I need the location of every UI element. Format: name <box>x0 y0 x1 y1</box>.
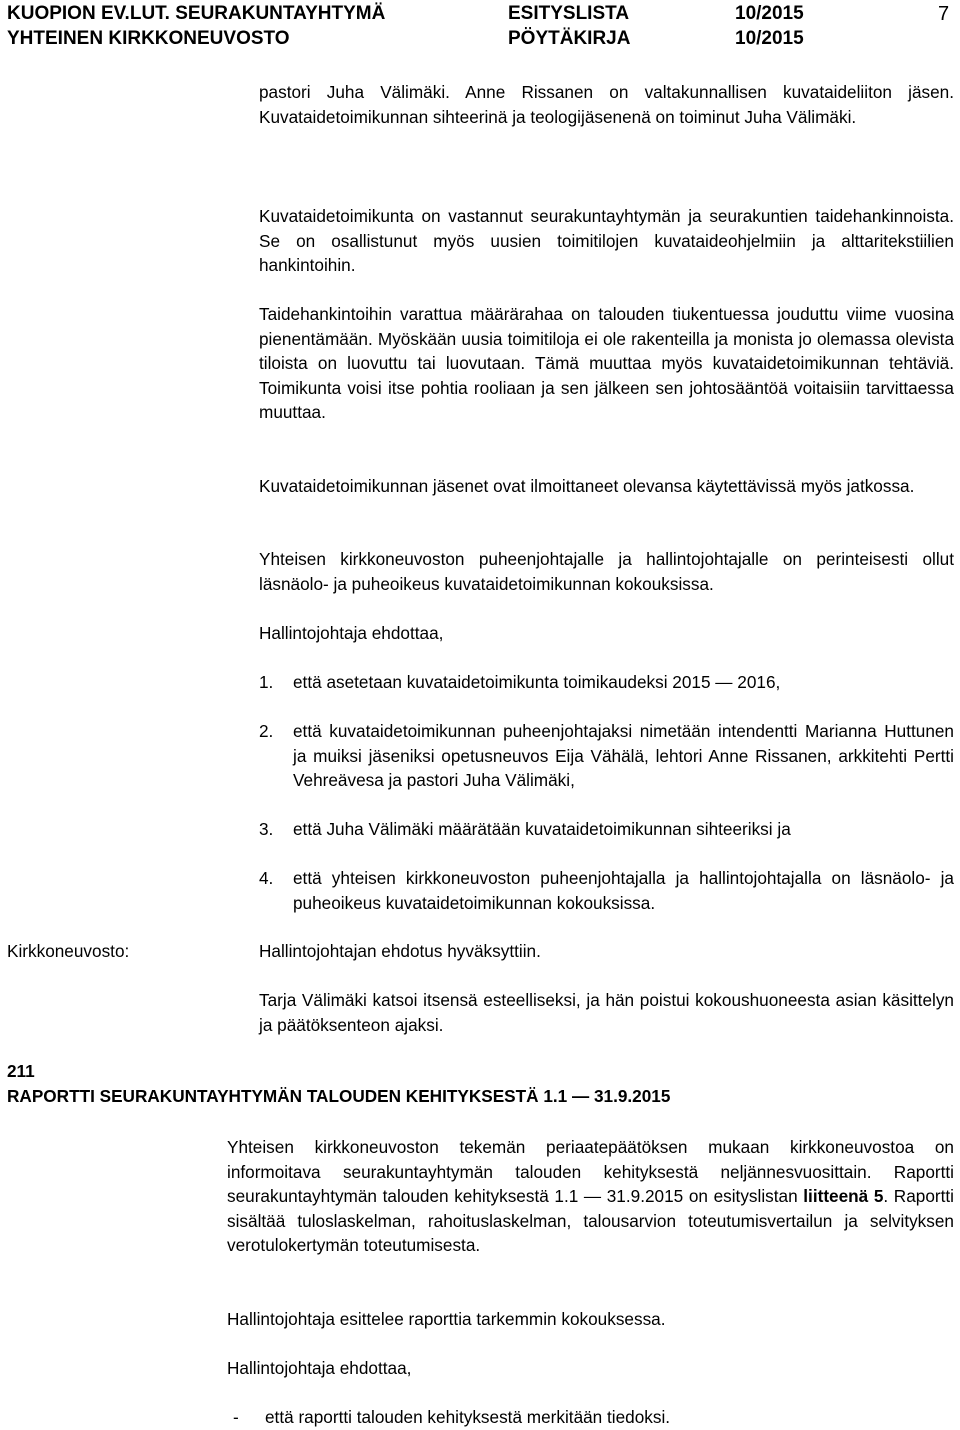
list-text: että Juha Välimäki määrätään kuvataidetoimikunnan sihteeriksi ja <box>293 819 791 839</box>
list-number: 3. <box>259 819 274 839</box>
dash-bullet: - <box>233 1407 239 1427</box>
report-text-b: . Raportti sisältää tuloslaskelman, rahoituslaskelman, talousarvion toteutumisvertailun ja selvityksen verotulokertymän toteutumisesta. <box>227 1186 954 1256</box>
header-doc-type1: ESITYSLISTA <box>508 3 630 24</box>
list-text: että asetetaan kuvataidetoimikunta toimikaudeksi 2015 — 2016, <box>293 672 781 692</box>
proposal-intro: Hallintojohtaja ehdottaa, <box>259 623 444 643</box>
section-paragraph-presentation: Hallintojohtaja esittelee raporttia tarkemmin kokouksessa. <box>227 1309 666 1329</box>
section-title: RAPORTTI SEURAKUNTAYHTYMÄN TALOUDEN KEHITYKSESTÄ 1.1 — 31.9.2015 <box>7 1086 671 1106</box>
decision-text: Hallintojohtajan ehdotus hyväksyttiin. <box>259 941 541 961</box>
attachment-reference: liitteenä 5 <box>803 1186 884 1207</box>
paragraph-members: pastori Juha Välimäki. Anne Rissanen on valtakunnallisen kuvataideliiton jäsen. Kuvataidetoimikunnan sihteerinä ja teologijäsenenä on toiminut Juha Välimäki. <box>259 82 954 127</box>
header-doc-type2: PÖYTÄKIRJA <box>508 28 631 49</box>
paragraph-budget: Taidehankintoihin varattua määrärahaa on talouden tiukentuessa jouduttu viime vuosina pienentämään. Myöskään uusia toimitiloja ei ole rakenteilla ja monista jo olemassa olevista tiloista on luovuttu tai luovutaan. Tämä muuttaa myös kuvataidetoimikunnan tehtäviä. Toimikunta voisi itse pohtia rooliaan ja sen jälkeen sen johtosääntöä voitaisiin tarvittaessa muuttaa. <box>259 304 954 423</box>
header-row-1 <box>7 3 957 25</box>
header-org-line2: YHTEINEN KIRKKONEUVOSTO <box>7 28 290 49</box>
section-proposal-intro: Hallintojohtaja ehdottaa, <box>227 1358 412 1378</box>
paragraph-acquisitions: Kuvataidetoimikunta on vastannut seurakuntayhtymän ja seurakuntien taidehankinnoista. Se on osallistunut myös uusien toimitilojen kuvataideohjelmiin ja alttaritekstiilien hankintoihin. <box>259 206 954 276</box>
list-number: 1. <box>259 672 274 692</box>
list-text: että kuvataidetoimikunnan puheenjohtajaksi nimetään intendentti Marianna Huttunen ja muiksi jäseniksi opetusneuvos Eija Vähälä, lehtori Anne Rissanen, arkkitehti Pertti Vehreävesa ja pastori Juha Välimäki, <box>293 721 954 791</box>
list-number: 2. <box>259 721 274 741</box>
list-text: että yhteisen kirkkoneuvoston puheenjohtajalla ja hallintojohtajalla on läsnäolo- ja puheoikeus kuvataidetoimikunnan kokouksissa. <box>293 868 954 913</box>
paragraph-continuity: Kuvataidetoimikunnan jäsenet ovat ilmoittaneet olevansa käytettävissä myös jatkossa. <box>259 476 915 496</box>
header-org-line1: KUOPION EV.LUT. SEURAKUNTAYHTYMÄ <box>7 3 386 24</box>
list-number: 4. <box>259 868 274 888</box>
section-proposal-text: että raportti talouden kehityksestä merkitään tiedoksi. <box>265 1407 671 1427</box>
section-number: 211 <box>7 1061 35 1081</box>
recusal-text: Tarja Välimäki katsoi itsensä esteelliseksi, ja hän poistui kokoushuoneesta asian käsittelyn ja päätöksenteon ajaksi. <box>259 990 954 1035</box>
paragraph-attendance: Yhteisen kirkkoneuvoston puheenjohtajalle ja hallintojohtajalle on perinteisesti ollut läsnäolo- ja puheoikeus kuvataidetoimikunnan kokouksissa. <box>259 549 954 594</box>
header-number1: 10/2015 <box>735 3 804 24</box>
header-row-2 <box>7 28 957 50</box>
section-paragraph-report <box>227 1135 954 1258</box>
header-number2: 10/2015 <box>735 28 804 49</box>
page-number: 7 <box>938 3 950 25</box>
decision-label: Kirkkoneuvosto: <box>7 941 130 961</box>
report-text-a: Yhteisen kirkkoneuvoston tekemän periaatepäätöksen mukaan kirkkoneuvostoa on informoitava seurakuntayhtymän talouden kehityksestä neljännesvuosittain. Raportti seurakuntayhtymän talouden kehityksestä 1.1 — 31.9.2015 on esityslistan <box>227 1137 954 1207</box>
